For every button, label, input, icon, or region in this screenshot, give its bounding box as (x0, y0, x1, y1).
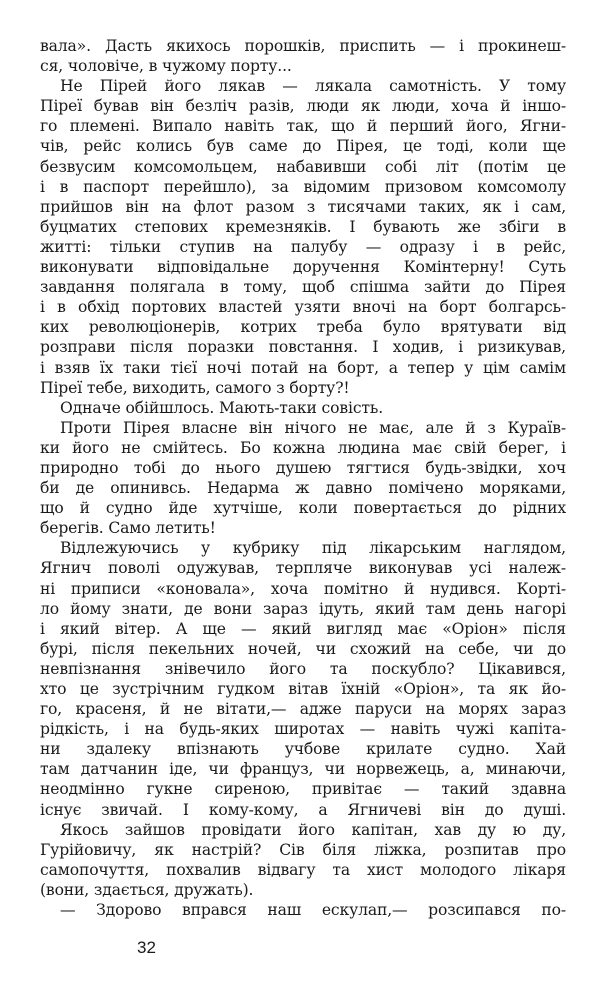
text-line: вала». Дасть якихось порошків, приспить — і прокинеш- (40, 37, 566, 55)
text-line: Не Пірей його лякав — лякала самотність. У тому (60, 77, 566, 96)
text-line: ки його не смійтесь. Бо кожна людина має свій берег, і (40, 438, 566, 457)
page-number: 32 (137, 938, 156, 957)
text-line: го, красеня, й не вітати,— адже паруси на морях зараз (40, 700, 566, 719)
text-line: берегів. Само летить! (40, 519, 216, 538)
text-line: там датчанин іде, чи француз, чи норвежець, а, минаючи, (40, 760, 566, 779)
text-line: ні приписи «коновала», хоча помітно й нудився. Корті- (40, 579, 566, 598)
text-line: і який вітер. А ще — який вигляд має «Оріон» після (40, 619, 566, 638)
text-line: самопочуття, похвалив відвагу та хист молодого лікаря (40, 860, 566, 879)
text-line: і в паспорт перейшло), за відомим призовом комсомолу (40, 177, 566, 196)
text-line: би де опинивсь. Недарма ж давно помічено моряками, (40, 479, 566, 498)
text-line: завдання полягала в тому, щоб спішма зайти до Пірея (40, 278, 566, 297)
text-line: ся, чоловіче, в чужому порту... (40, 57, 292, 76)
text-line: неодмінно гукне сиреною, привітає — такий здавна (40, 780, 566, 799)
text-line: (вони, здається, дружать). (40, 880, 254, 899)
text-line: хто це зустрічним гудком вітав їхній «Оріон», та як йо- (40, 680, 566, 698)
text-line: ких революціонерів, котрих треба було врятувати від (40, 318, 566, 337)
text-line: Піреї тебе, виходить, самого з борту?! (40, 378, 350, 397)
text-line: Одначе обійшлось. Мають-таки совість. (60, 398, 384, 417)
text-line: Відлежуючись у кубрику під лікарським наглядом, (60, 539, 566, 558)
text-line: — Здорово вправся наш ескулап,— розсипався по- (60, 901, 566, 920)
text-line: прийшов він на флот разом з тисячами таких, як і сам, (40, 197, 566, 216)
text-line: невпізнання знівечило його та поскубло? Цікавився, (40, 659, 566, 678)
text-line: Гурійовичу, як настрій? Сів біля ліжка, розпитав про (40, 840, 566, 859)
text-line: рідкість, і на будь-яких широтах — навіть чужі капіта- (40, 720, 566, 739)
text-line: і в обхід портових властей узяти вночі на борт болгарсь- (40, 298, 566, 317)
text-line: ло йому знати, де вони зараз ідуть, який там день нагорі (40, 599, 566, 618)
text-line: Піреї бував він безліч разів, люди як люди, хоча й іншо- (40, 97, 566, 116)
text-line: ни здалеку впізнають учбове крилате судно. Хай (40, 740, 566, 759)
text-line: Проти Пірея власне він нічого не має, але й з Кураїв- (60, 418, 566, 437)
text-line: що й судно йде хутчіше, коли повертається до рідних (40, 499, 566, 518)
book-page-text (40, 36, 566, 920)
text-line: безвусим комсомольцем, набавивши собі літ (потім це (40, 157, 566, 176)
text-line: го племені. Випало навіть так, що й перший його, Ягни- (40, 117, 566, 136)
text-line: Якось зайшов провідати його капітан, хав ду ю ду, (60, 820, 566, 839)
text-line: розправи після поразки повстання. І ходив, і ризикував, (40, 338, 566, 357)
text-line: існує звичай. І кому-кому, а Ягничеві він до душі. (40, 800, 566, 819)
text-line: житті: тільки ступив на палубу — одразу і в рейс, (40, 237, 566, 256)
text-line: буцматих степових кремезняків. І бувають же збіги в (40, 217, 566, 236)
text-line: Ягнич поволі одужував, терпляче виконував усі належ- (40, 559, 566, 578)
text-line: і взяв їх таки тієї ночі потай на борт, а тепер у цім самім (40, 358, 566, 377)
text-line: чів, рейс колись був саме до Пірея, це тоді, коли ще (40, 137, 566, 156)
text-line: бурі, після пекельних ночей, чи схожий на себе, чи до (40, 639, 566, 658)
text-line: виконувати відповідальне доручення Комінтерну! Суть (40, 258, 566, 277)
text-line: природно тобі до нього душею тягтися будь-звідки, хоч (40, 458, 566, 477)
